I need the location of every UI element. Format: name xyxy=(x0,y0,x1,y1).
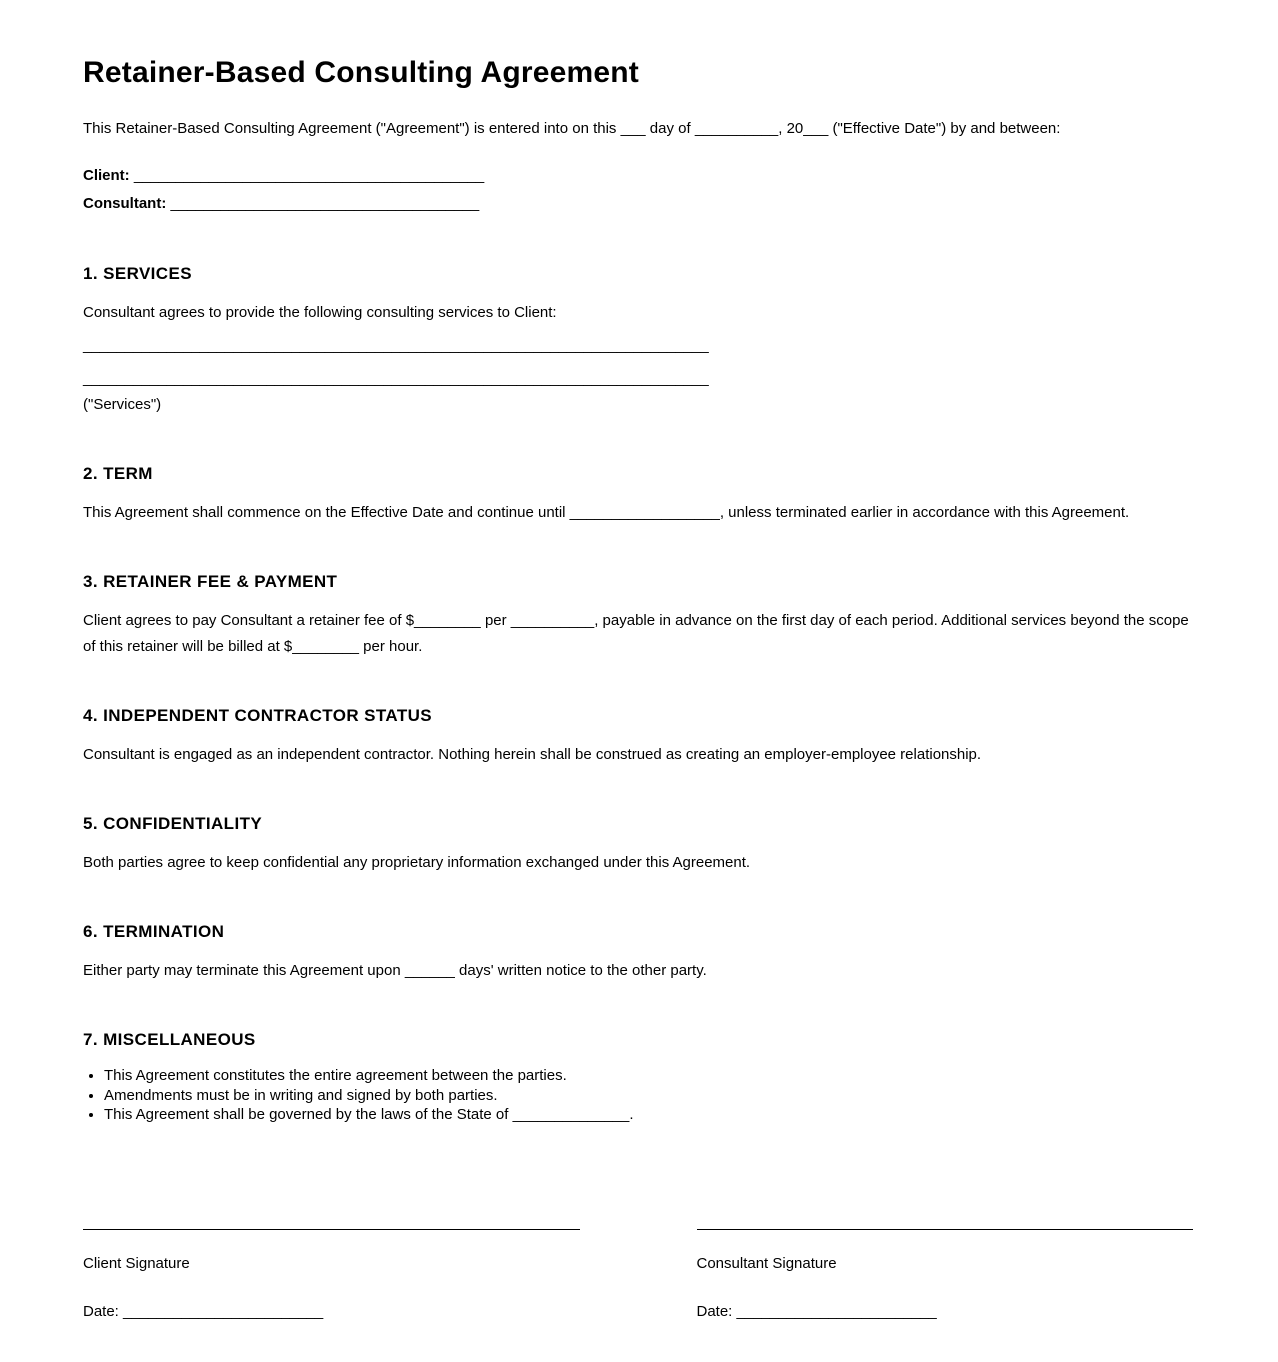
miscellaneous-bullet-list xyxy=(83,1066,1193,1125)
client-label: Client: xyxy=(83,167,130,184)
section-termination xyxy=(83,922,1193,984)
client-blank-line: __________________________________________ xyxy=(133,167,485,184)
section-confidentiality-heading: 5. CONFIDENTIALITY xyxy=(83,814,263,833)
services-blank-line-2: ___________________________________________________________________________ xyxy=(83,370,709,387)
client-party-line xyxy=(83,162,1193,190)
consultant-signature-line xyxy=(697,1229,1194,1230)
section-confidentiality xyxy=(83,814,1193,876)
section-retainer-fee-heading: 3. RETAINER FEE & PAYMENT xyxy=(83,572,338,591)
miscellaneous-bullet-2: • Amendments must be in writing and signed by both parties. xyxy=(104,1086,1193,1106)
client-signature-line xyxy=(83,1229,580,1230)
section-contractor-status-heading: 4. INDEPENDENT CONTRACTOR STATUS xyxy=(83,706,433,725)
page-title: Retainer-Based Consulting Agreement xyxy=(83,56,639,89)
consultant-date-blank: ________________________ xyxy=(736,1302,937,1320)
section-retainer-fee xyxy=(83,572,1193,660)
consultant-date-line xyxy=(697,1302,1194,1322)
section-services-body: Consultant agrees to provide the following consulting services to Client: xyxy=(83,304,557,321)
client-date-blank: ________________________ xyxy=(123,1302,324,1320)
section-contractor-status-body: Consultant is engaged as an independent contractor. Nothing herein shall be construed as creating an employer-employee relationship. xyxy=(83,746,982,763)
section-confidentiality-body: Both parties agree to keep confidential any proprietary information exchanged under this Agreement. xyxy=(83,854,751,871)
section-services xyxy=(83,264,1193,418)
consultant-blank-line: _____________________________________ xyxy=(170,195,480,212)
intro-paragraph: This Retainer-Based Consulting Agreement ("Agreement") is entered into on this ___ day of __________, 20___ ("Effective Date") by and between: xyxy=(83,120,1061,137)
section-term-heading: 2. TERM xyxy=(83,464,153,483)
consultant-party-line xyxy=(83,190,1193,218)
section-termination-body: Either party may terminate this Agreement upon ______ days' written notice to the other party. xyxy=(83,962,707,979)
client-signature-label: Client Signature xyxy=(83,1254,190,1272)
miscellaneous-bullet-1: • This Agreement constitutes the entire agreement between the parties. xyxy=(104,1066,1193,1086)
services-blank-line-1: ___________________________________________________________________________ xyxy=(83,337,709,354)
section-contractor-status xyxy=(83,706,1193,768)
client-date-line xyxy=(83,1302,580,1322)
section-services-heading: 1. SERVICES xyxy=(83,264,192,283)
miscellaneous-bullet-3: • This Agreement shall be governed by the laws of the State of ______________. xyxy=(104,1105,1193,1125)
services-caption: ("Services") xyxy=(83,396,162,413)
section-term-body: This Agreement shall commence on the Effective Date and continue until __________________, unless terminated earlier in accordance with this Agreement. xyxy=(83,504,1130,521)
section-retainer-fee-body: Client agrees to pay Consultant a retainer fee of $________ per __________, payable in advance on the first day of each period. Additional services beyond the scope of this retainer will be billed at $________ per hour. xyxy=(83,612,1189,655)
consultant-label: Consultant: xyxy=(83,195,167,212)
section-miscellaneous-heading: 7. MISCELLANEOUS xyxy=(83,1030,256,1049)
section-miscellaneous xyxy=(83,1030,1193,1125)
section-term xyxy=(83,464,1193,526)
section-termination-heading: 6. TERMINATION xyxy=(83,922,225,941)
signature-block xyxy=(83,1229,1193,1322)
client-signature-column xyxy=(83,1229,580,1322)
client-date-label: Date: xyxy=(83,1302,119,1320)
consultant-signature-label: Consultant Signature xyxy=(696,1254,837,1272)
consultant-signature-column xyxy=(697,1229,1194,1322)
consultant-date-label: Date: xyxy=(696,1302,733,1320)
